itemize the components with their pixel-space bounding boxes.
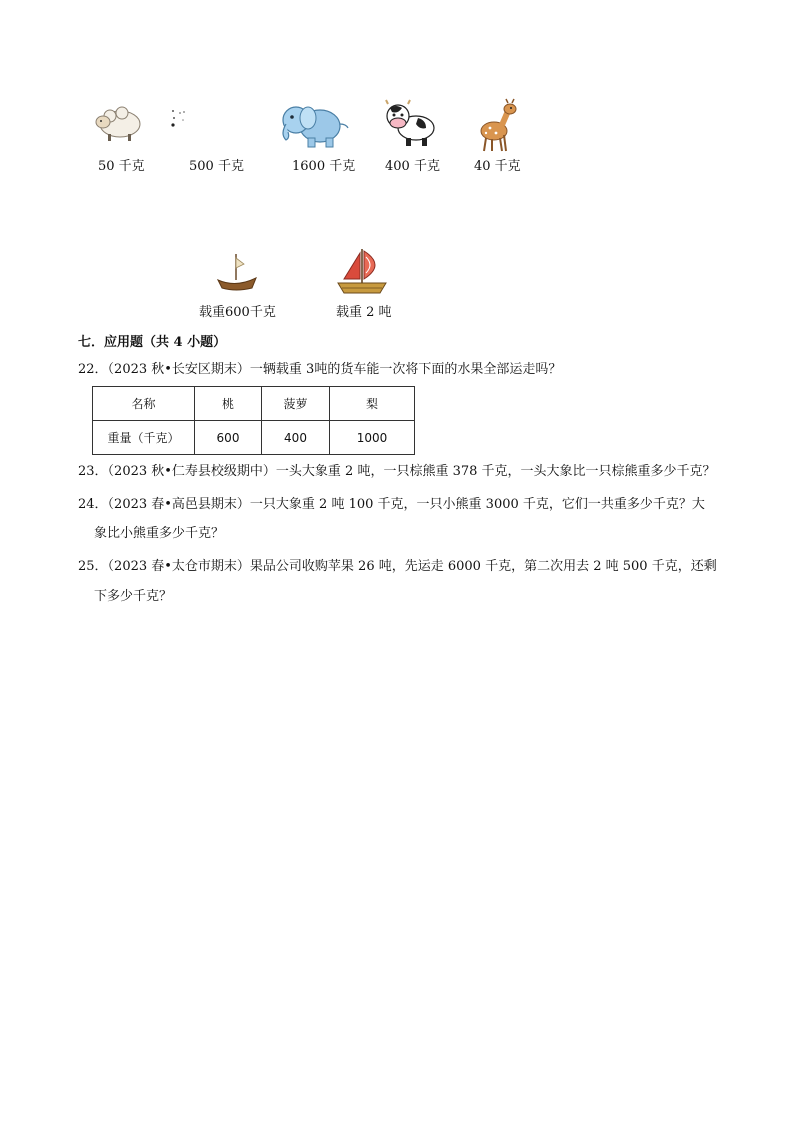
table-header-cell: 名称 (93, 387, 195, 421)
question-25-line-2: 下多少千克？ (94, 589, 173, 604)
deer-icon (470, 97, 522, 153)
animal-label-sheep: 50 千克 (98, 159, 145, 174)
animal-label-elephant: 1600 千克 (292, 159, 356, 174)
table-header-cell: 梨 (330, 387, 415, 421)
table-cell: 1000 (330, 421, 415, 455)
elephant-icon (278, 100, 350, 150)
table-row (93, 421, 415, 455)
question-24-line-1: 24．（2023 春•高邑县期末）一只大象重 2 吨 100 千克，一只小熊重 3000 千克，它们一共重多少千克？大 (78, 497, 705, 512)
cow-icon (382, 98, 438, 148)
sheep-icon (92, 102, 144, 144)
animal-label-cow: 400 千克 (385, 159, 440, 174)
animal-label-500: 500 千克 (189, 159, 244, 174)
boat-label-600: 载重600千克 (199, 305, 276, 320)
animal-label-deer: 40 千克 (474, 159, 521, 174)
question-25-line-1: 25．（2023 春•太仓市期末）果品公司收购苹果 26 吨，先运走 6000 千克，第二次用去 2 吨 500 千克，还剩 (78, 559, 717, 574)
question-22: 22．（2023 秋•长安区期末）一辆载重 3吨的货车能一次将下面的水果全部运走吗？ (78, 362, 562, 377)
table-header-row (93, 387, 415, 421)
question-23: 23．（2023 秋•仁寿县校级期中）一头大象重 2 吨，一只棕熊重 378 千克，一头大象比一只棕熊重多少千克？ (78, 464, 716, 479)
wooden-boat-icon (214, 250, 258, 294)
small-animal-icon (170, 108, 190, 128)
table-cell: 600 (195, 421, 262, 455)
fruit-table (92, 386, 415, 455)
table-cell: 400 (262, 421, 330, 455)
table-header-cell: 菠萝 (262, 387, 330, 421)
section-title: 七．应用题（共 4 小题） (78, 335, 227, 350)
boat-label-2t: 载重 2 吨 (336, 305, 392, 320)
question-24-line-2: 象比小熊重多少千克？ (94, 526, 225, 541)
sailboat-icon (336, 245, 390, 297)
table-header-cell: 桃 (195, 387, 262, 421)
table-cell: 重量（千克） (93, 421, 195, 455)
